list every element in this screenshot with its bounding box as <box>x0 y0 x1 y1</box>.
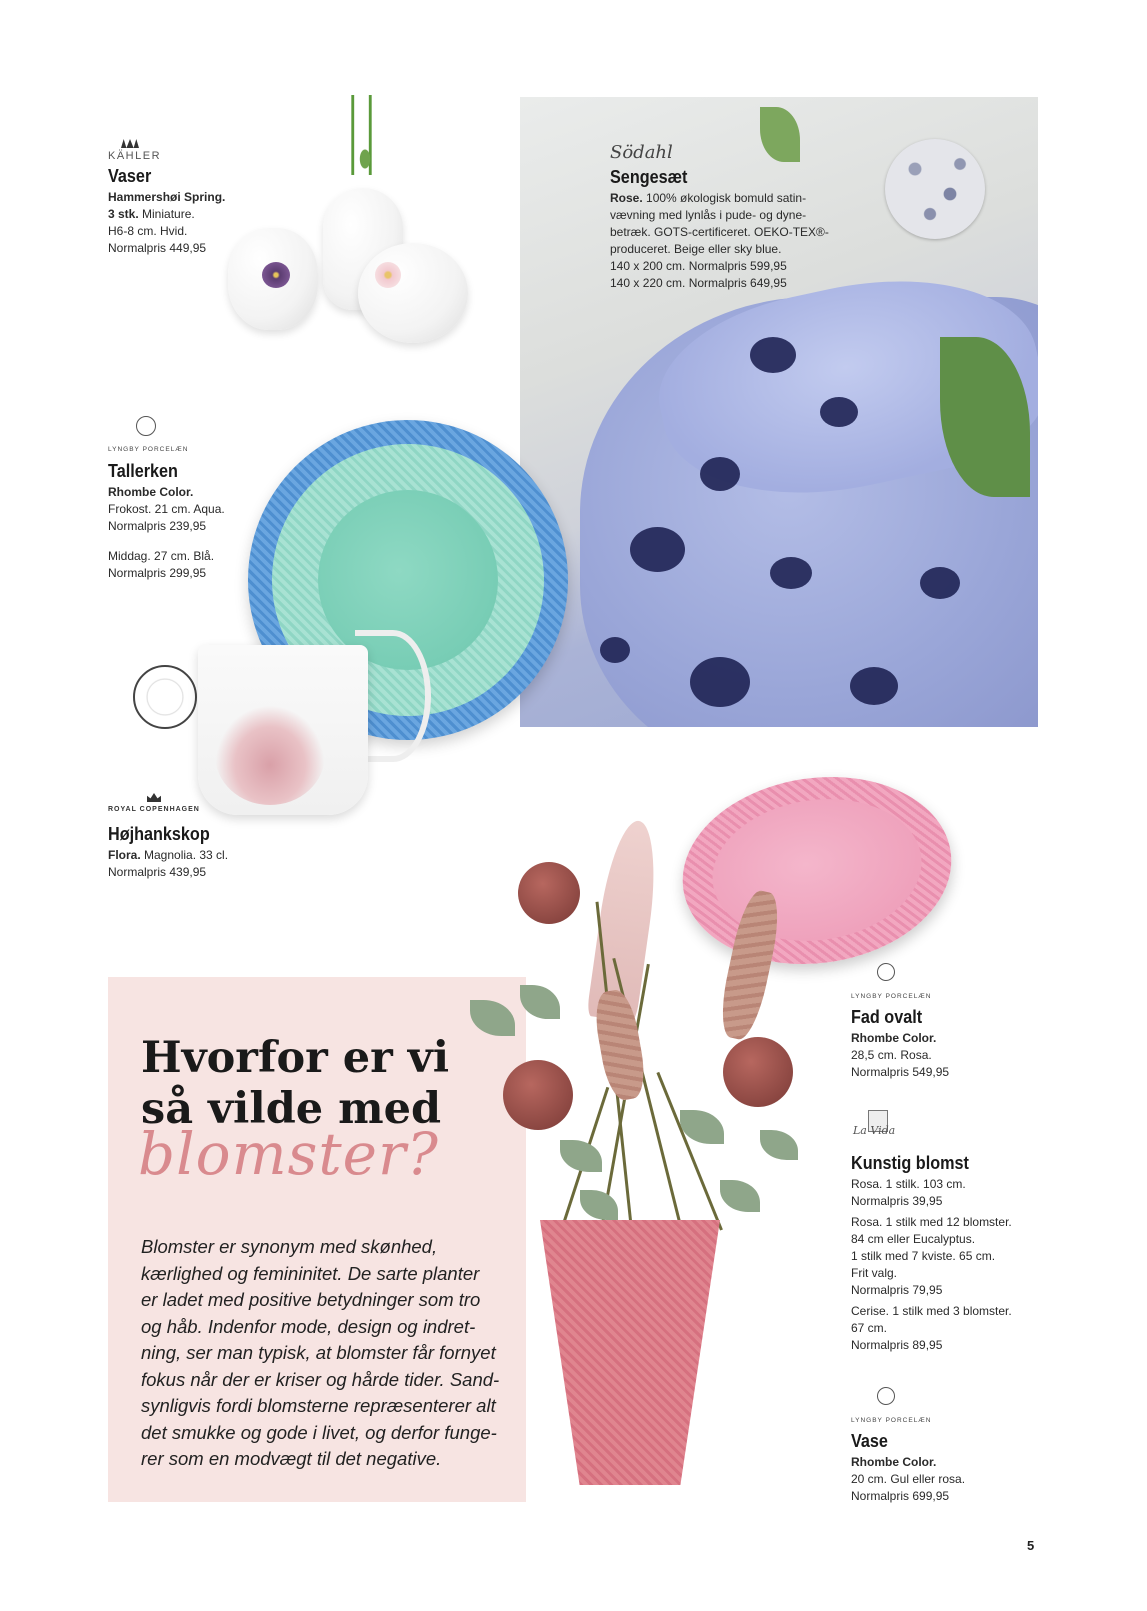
eucalyptus-leaf <box>520 985 560 1019</box>
kahler-brand: KÄHLER <box>108 150 162 162</box>
royal-copenhagen-stamp-icon <box>133 665 197 729</box>
artificial-flower-title: Kunstig blomst <box>851 1153 969 1173</box>
plate-title: Tallerken <box>108 461 178 481</box>
page-number: 5 <box>1027 1538 1035 1553</box>
vase-flower-pink <box>375 262 401 288</box>
eucalyptus-leaf <box>760 1130 798 1160</box>
flower-bud <box>723 1037 793 1107</box>
platter-title: Fad ovalt <box>851 1007 923 1027</box>
lyngby-logo-icon <box>877 963 895 981</box>
article-headline-script: blomster? <box>138 1120 439 1188</box>
cup-description: Flora. Magnolia. 33 cl. Normalpris 439,95 <box>108 848 229 879</box>
lyngby-brand: LYNGBY PORCELÆN <box>851 1417 932 1424</box>
cup-title: Højhankskop <box>108 824 210 844</box>
print-flower <box>700 457 740 491</box>
flower-bud <box>503 1060 573 1130</box>
crown-icon <box>147 793 161 802</box>
print-flower <box>820 397 858 427</box>
print-flower <box>750 337 796 373</box>
vase-description: Rhombe Color. 20 cm. Gul eller rosa. Normalpris 699,95 <box>851 1455 966 1503</box>
lyngby-logo-icon <box>877 1387 895 1405</box>
stem <box>656 1072 722 1231</box>
round-vase-right <box>358 243 468 343</box>
print-flower <box>690 657 750 707</box>
snowdrop-flowers <box>330 95 400 175</box>
print-flower <box>630 527 685 572</box>
sodahl-logo: Södahl <box>610 142 673 163</box>
kahler-logo-icon <box>121 139 139 148</box>
vases-description: Hammershøi Spring. 3 stk. Miniature. H6-8 cm. Hvid. Normalpris 449,95 <box>108 190 226 255</box>
royal-copenhagen-brand: ROYAL COPENHAGEN <box>108 806 200 813</box>
platter-description: Rhombe Color. 28,5 cm. Rosa. Normalpris 549,95 <box>851 1031 950 1079</box>
magnolia-print <box>215 705 325 805</box>
eucalyptus-leaf <box>580 1190 618 1220</box>
pink-rhombe-vase <box>540 1220 720 1485</box>
print-flower <box>920 567 960 599</box>
bedding-description: Rose. 100% økologisk bomuld satin- vævning med lynlås i pude- og dyne- betræk. GOTS-certificeret. OEKO-TEX®- produceret. Beige eller sky blue. 140 x 200 cm. Normalpris 599,95 140 x 220 cm. Normalpris 649,95 <box>610 191 829 290</box>
vase-flower-purple <box>262 262 290 288</box>
artificial-flower-description: Rosa. 1 stilk. 103 cm. Normalpris 39,95 Rosa. 1 stilk med 12 blomster. 84 cm eller Eucalyptus. 1 stilk med 7 kviste. 65 cm. Frit valg. Normalpris 79,95 Cerise. 1 stilk med 3 blomster. 67 cm. Normalpris 89,95 <box>851 1177 1012 1352</box>
bedding-title: Sengesæt <box>610 167 688 187</box>
la-vida-brand: La Vida <box>853 1124 896 1137</box>
plate-description: Rhombe Color. Frokost. 21 cm. Aqua. Normalpris 239,95 Middag. 27 cm. Blå. Normalpris 299,95 <box>108 485 225 580</box>
print-flower <box>770 557 812 589</box>
flower-bud <box>518 862 580 924</box>
print-flower <box>600 637 630 663</box>
lyngby-logo-icon <box>136 416 156 436</box>
article-body: Blomster er synonym med skønhed, kærlighed og femininitet. De sarte planter er ladet med positive betydninger som tro og håb. Indenfor mode, design og indret- ning, ser man typisk, at blomster får fornyet fokus når der er kriser og hårde tider. Sand- synligvis fordi blomsterne repræsenterer alt det smukke og gode i livet, og derfor funge- rer som en modvægt til det negative. <box>141 1236 500 1469</box>
vases-title: Vaser <box>108 166 152 186</box>
eucalyptus-leaf <box>720 1180 760 1212</box>
vase-title: Vase <box>851 1431 888 1451</box>
fabric-swatch <box>885 139 985 239</box>
leaf <box>760 107 800 162</box>
eucalyptus-leaf <box>560 1140 602 1172</box>
article-headline: Hvorfor er vi så vilde med <box>141 1033 450 1134</box>
print-flower <box>850 667 898 705</box>
lyngby-brand: LYNGBY PORCELÆN <box>108 446 189 453</box>
lyngby-brand: LYNGBY PORCELÆN <box>851 993 932 1000</box>
